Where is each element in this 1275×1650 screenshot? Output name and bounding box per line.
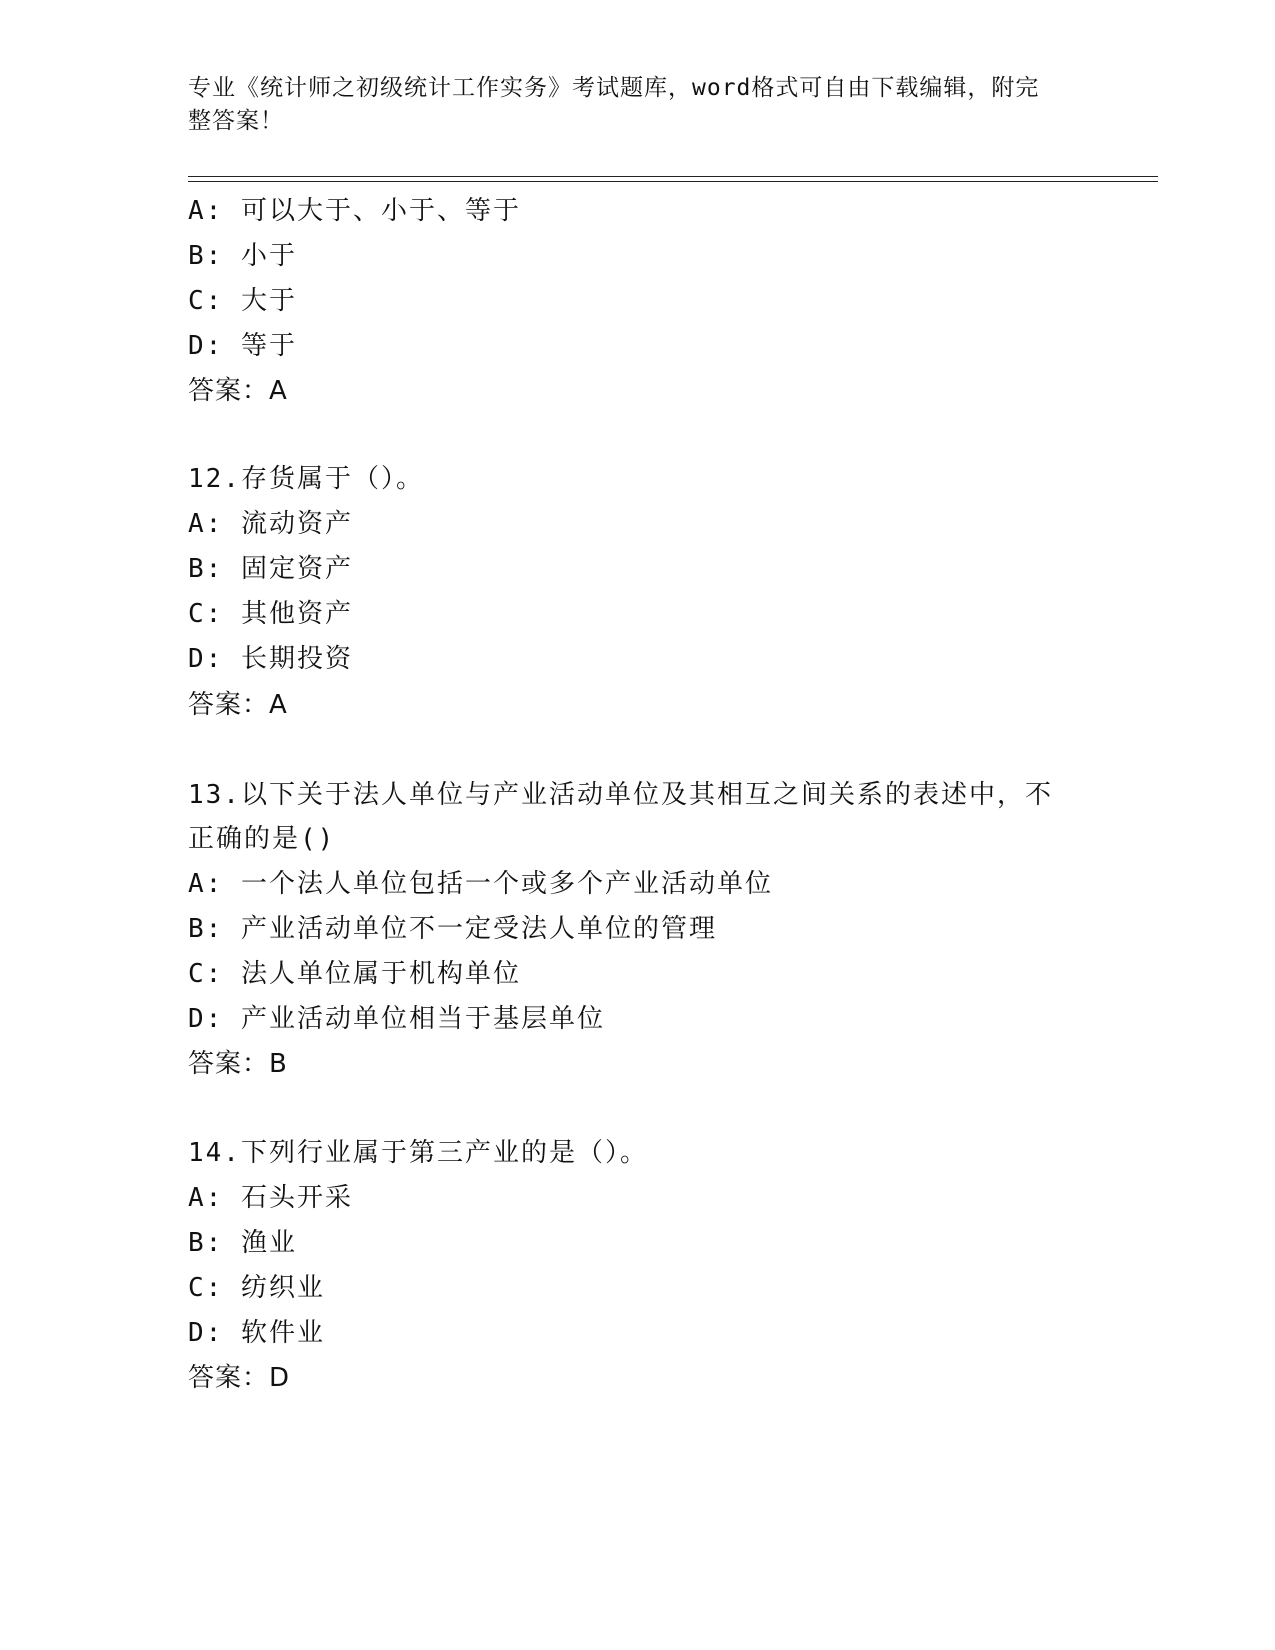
q12-option-a: A: 流动资产: [188, 509, 353, 539]
q14-option-c: C: 纺织业: [188, 1273, 325, 1303]
q12-option-c: C: 其他资产: [188, 599, 353, 629]
q14-option-d: D: 软件业: [188, 1318, 325, 1348]
q14-option-a: A: 石头开采: [188, 1183, 353, 1213]
q11-option-a: A: 可以大于、小于、等于: [188, 196, 521, 226]
q14-question: 14.下列行业属于第三产业的是（）。: [188, 1138, 648, 1168]
q12-option-d: D: 长期投资: [188, 644, 353, 674]
q13-question-line-2: 正确的是(): [188, 824, 336, 854]
q14-answer: 答案：D: [188, 1363, 291, 1393]
q12-question: 12.存货属于（）。: [188, 464, 424, 494]
q13-question-line-1: 13.以下关于法人单位与产业活动单位及其相互之间关系的表述中，不: [188, 780, 1053, 810]
q11-option-d: D: 等于: [188, 331, 297, 361]
header-divider-bottom: [188, 181, 1158, 182]
q11-option-b: B: 小于: [188, 241, 297, 271]
q14-option-b: B: 渔业: [188, 1228, 297, 1258]
q12-answer: 答案：A: [188, 690, 288, 720]
q13-option-c: C: 法人单位属于机构单位: [188, 959, 521, 989]
q12-option-b: B: 固定资产: [188, 554, 353, 584]
q13-answer: 答案：B: [188, 1049, 288, 1079]
q11-answer: 答案：A: [188, 376, 288, 406]
q11-option-c: C: 大于: [188, 286, 297, 316]
q13-option-b: B: 产业活动单位不一定受法人单位的管理: [188, 914, 717, 944]
document-header: [188, 72, 1068, 138]
q13-option-d: D: 产业活动单位相当于基层单位: [188, 1004, 605, 1034]
header-line-2: 整答案！: [188, 108, 284, 134]
header-divider-top: [188, 176, 1158, 177]
q13-option-a: A: 一个法人单位包括一个或多个产业活动单位: [188, 869, 773, 899]
header-line-1: 专业《统计师之初级统计工作实务》考试题库，word格式可自由下载编辑，附完: [188, 75, 1040, 101]
